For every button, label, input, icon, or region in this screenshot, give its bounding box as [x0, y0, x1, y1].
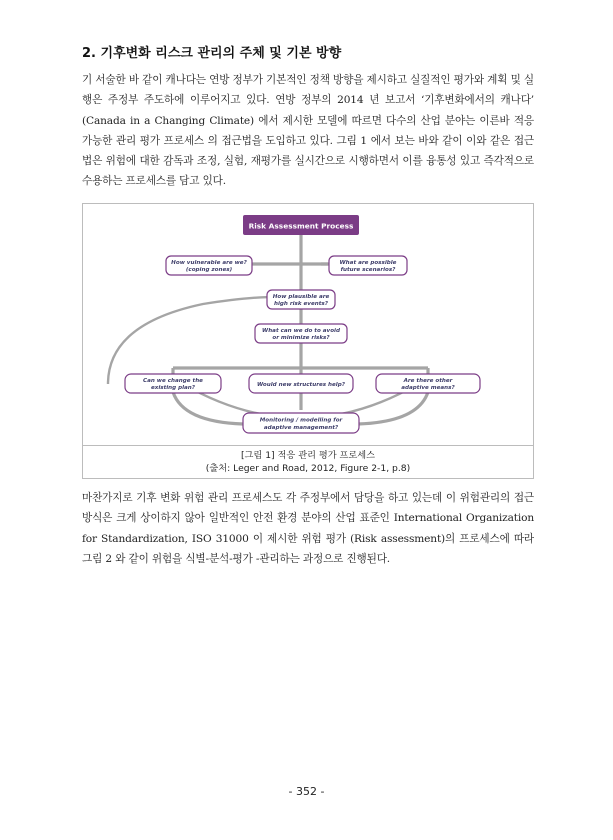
box-plausible-line2: high risk events? [274, 301, 328, 307]
section-heading: 2. 기후변화 리스크 관리의 주체 및 기본 방향 [82, 46, 342, 61]
box-change-plan-line1: Can we change the [143, 378, 203, 384]
intro-paragraph: 기 서술한 바 같이 캐나다는 연방 정부가 기본적인 정책 방향을 제시하고 실질적인 평가와 계획 및 실행은 주정부 주도하에 이루어지고 있다. 연방 정부의 2014 년 보고서 ‘기후변화에서의 캐나다’ (Canada in a Changing Climate) 에서 제시한 모델에 따르면 다수의 산업 분야는 이른바 적응 가능한 관리 평가 프로세스 의 접근법을 도입하고 있다. 그림 1 에서 보는 바와 같이 이와 같은 접근법은 위험에 대한 감독과 조정, 실험, 재평가를 실시간으로 시행하면서 이를 융통성 있고 즉각적으로 수용하는 프로세스를 담고 있다. [82, 74, 534, 188]
box-scenarios-line1: What are possible [339, 260, 397, 266]
process-diagram [83, 204, 535, 447]
box-vulnerable-line1: How vulnerable are we? [171, 260, 247, 266]
page-number: - 352 - [288, 785, 325, 798]
figure-caption-box [83, 445, 533, 478]
box-other-means-line1: Are there other [403, 378, 453, 384]
box-vulnerable-line2: (coping zones) [185, 267, 233, 273]
second-paragraph: 마찬가지로 기후 변화 위험 관리 프로세스도 각 주정부에서 담당을 하고 있는데 이 위험관리의 접근 방식은 크게 상이하지 않아 일반적인 안전 환경 분야의 산업 표준인 International Organization for Standardization, ISO 31000 이 제시한 위험 평가 (Risk assessment)의 프로세스에 따라 그림 2 와 같이 위험을 식별-분석-평가 -관리하는 과정으로 진행된다. [82, 492, 534, 565]
box-monitoring-line2: adaptive management? [263, 425, 339, 431]
figure-source: (출처: Leger and Road, 2012, Figure 2-1, p.8) [205, 463, 411, 474]
figure-1 [82, 203, 534, 479]
box-scenarios-line2: future scenarios? [340, 267, 396, 273]
box-change-plan-line2: existing plan? [150, 385, 196, 391]
box-structures-line1: Would new structures help? [257, 382, 345, 388]
process-title: Risk Assessment Process [248, 221, 354, 231]
figure-caption: [그림 1] 적응 관리 평가 프로세스 [240, 450, 376, 461]
box-avoid-line2: or minimize risks? [272, 335, 330, 341]
box-monitoring-line1: Monitoring / modelling for [259, 417, 343, 424]
box-plausible-line1: How plausible are [272, 294, 330, 300]
box-avoid-line1: What can we do to avoid [262, 328, 340, 334]
box-other-means-line2: adaptive means? [401, 385, 455, 391]
